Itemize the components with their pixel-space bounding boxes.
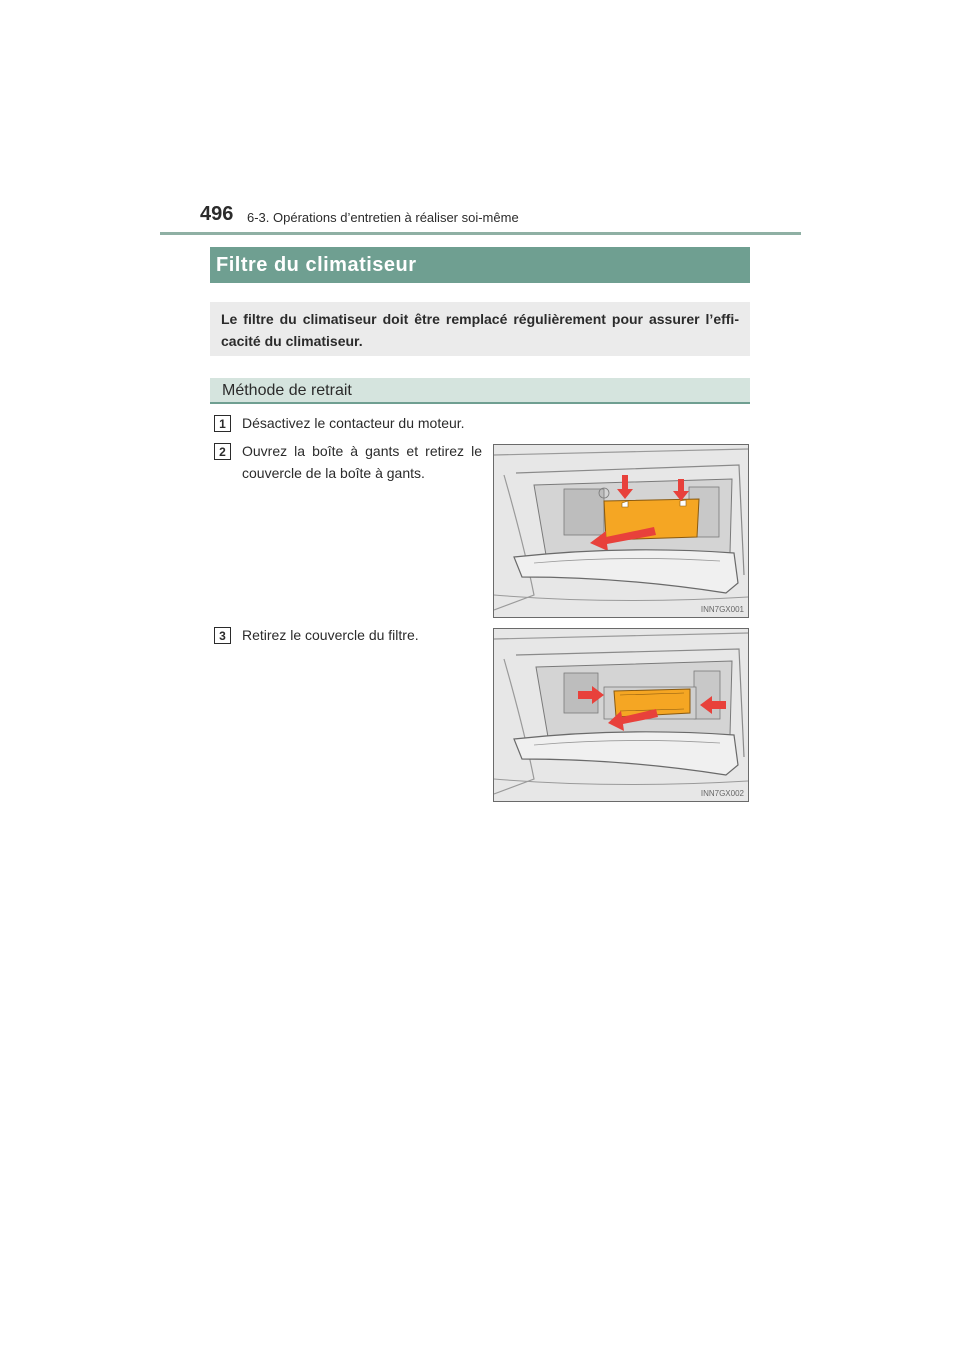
page-number: 496	[200, 203, 234, 225]
step-number-3: 3	[214, 627, 231, 644]
step-number-2: 2	[214, 443, 231, 460]
section-breadcrumb: 6-3. Opérations d’entretien à réaliser soi-même	[247, 210, 519, 225]
header-divider	[160, 232, 801, 235]
step-text-1: Désactivez le contacteur du moteur.	[242, 415, 465, 431]
glovebox-illustration	[494, 445, 748, 617]
intro-text: Le filtre du climatiseur doit être remplacé régulièrement pour assurer l’effi-cacité du climatiseur.	[210, 302, 750, 356]
figure-code: INN7GX002	[700, 789, 744, 798]
section-subheading: Méthode de retrait	[210, 378, 750, 404]
step-text-3: Retirez le couvercle du filtre.	[242, 627, 419, 643]
step-number-1: 1	[214, 415, 231, 432]
filter-cover-removal-figure	[493, 628, 749, 802]
page-title: Filtre du climatiseur	[210, 247, 750, 283]
filter-cover-illustration	[494, 629, 748, 801]
step-text-2: Ouvrez la boîte à gants et retirez le couvercle de la boîte à gants.	[242, 443, 482, 481]
figure-code: INN7GX001	[700, 605, 744, 614]
glovebox-cover-removal-figure	[493, 444, 749, 618]
